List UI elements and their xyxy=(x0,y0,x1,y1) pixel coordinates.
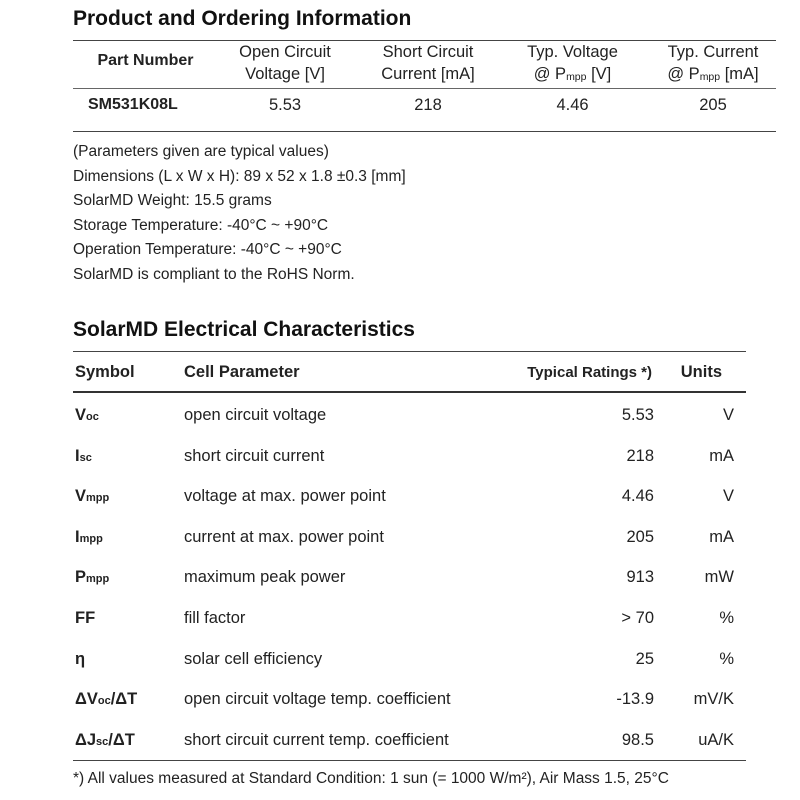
unit-cell: % xyxy=(719,609,734,627)
cell-part-number: SM531K08L xyxy=(88,96,178,113)
info-line: SolarMD Weight: 15.5 grams xyxy=(73,192,272,210)
value-cell: -13.9 xyxy=(616,690,654,709)
header-typical-ratings: Typical Ratings *) xyxy=(527,364,652,381)
parameter-cell: fill factor xyxy=(184,609,246,627)
parameter-cell: maximum peak power xyxy=(184,568,346,587)
electrical-title: SolarMD Electrical Characteristics xyxy=(73,318,415,341)
unit-cell: uA/K xyxy=(698,730,734,749)
cell-voc: 5.53 xyxy=(268,96,302,114)
info-block xyxy=(73,140,406,288)
table-row xyxy=(73,476,753,516)
ordering-title: Product and Ordering Information xyxy=(73,7,412,30)
header-typ-current: Typ. Current @ $P_{mpp}$ [mA] xyxy=(667,43,759,83)
header-open-circuit-voltage: Open Circuit Voltage [V] xyxy=(239,43,331,83)
divider xyxy=(73,760,746,761)
table-row xyxy=(73,598,753,638)
parameter-cell: open circuit voltage xyxy=(184,406,327,424)
value-cell: 913 xyxy=(626,568,654,587)
header-symbol: Symbol xyxy=(75,363,135,381)
value-cell: > 70 xyxy=(621,609,654,627)
footnote: *) All values measured at Standard Condition: 1 sun (= 1000 W/m²), Air Mass 1.5, 25°C xyxy=(73,770,669,787)
divider xyxy=(73,351,746,352)
header-typ-voltage: Typ. Voltage @ $P_{mpp}$ [V] xyxy=(527,43,618,83)
parameter-cell: voltage at max. power point xyxy=(184,487,386,506)
symbol-cell: Isc xyxy=(75,446,92,465)
table-row xyxy=(73,639,753,679)
unit-cell: V xyxy=(722,487,734,506)
table-row xyxy=(73,679,753,719)
symbol-cell: ΔJsc/ΔT xyxy=(75,730,135,749)
divider xyxy=(73,391,746,393)
value-cell: 5.53 xyxy=(621,406,654,424)
value-cell: 4.46 xyxy=(621,487,654,506)
info-line: Dimensions (L x W x H): 89 x 52 x 1.8 ±0.3 [mm] xyxy=(73,167,406,185)
unit-cell: V xyxy=(722,406,734,424)
divider xyxy=(73,131,776,132)
symbol-cell: Voc xyxy=(75,406,99,424)
header-units: Units xyxy=(680,363,722,381)
table-row xyxy=(73,517,753,557)
parameter-cell: current at max. power point xyxy=(184,527,384,546)
symbol-cell: ΔVoc/ΔT xyxy=(75,690,138,709)
cell-vmpp: 4.46 xyxy=(556,96,589,114)
cell-impp: 205 xyxy=(699,96,727,114)
table-row xyxy=(73,395,753,435)
info-line: Storage Temperature: -40°C ~ +90°C xyxy=(73,216,329,234)
unit-cell: mA xyxy=(709,446,734,465)
parameter-cell: short circuit current temp. coefficient xyxy=(184,730,449,749)
unit-cell: % xyxy=(719,649,734,668)
info-line: (Parameters given are typical values) xyxy=(73,143,329,160)
divider xyxy=(73,88,776,89)
unit-cell: mW xyxy=(704,568,734,587)
unit-cell: mA xyxy=(709,527,734,546)
header-part-number: Part Number xyxy=(97,52,194,69)
header-short-circuit-current: Short Circuit Current [mA] xyxy=(381,43,475,83)
unit-cell: mV/K xyxy=(693,690,734,709)
value-cell: 25 xyxy=(635,649,654,668)
value-cell: 98.5 xyxy=(621,730,654,749)
symbol-cell: Impp xyxy=(75,527,103,546)
table-row xyxy=(73,557,753,597)
table-row xyxy=(73,720,753,760)
value-cell: 205 xyxy=(626,527,654,546)
symbol-cell: Vmpp xyxy=(75,487,110,506)
header-cell-parameter: Cell Parameter xyxy=(184,363,300,381)
parameter-cell: solar cell efficiency xyxy=(184,649,323,668)
parameter-cell: open circuit voltage temp. coefficient xyxy=(184,690,451,709)
symbol-cell: Pmpp xyxy=(75,568,110,587)
symbol-cell: η xyxy=(75,649,86,668)
value-cell: 218 xyxy=(626,446,654,465)
parameter-cell: short circuit current xyxy=(184,446,325,465)
table-row xyxy=(73,436,753,476)
info-line: SolarMD is compliant to the RoHS Norm. xyxy=(73,265,355,283)
cell-isc: 218 xyxy=(414,96,442,114)
symbol-cell: FF xyxy=(75,609,96,627)
info-line: Operation Temperature: -40°C ~ +90°C xyxy=(73,241,342,259)
